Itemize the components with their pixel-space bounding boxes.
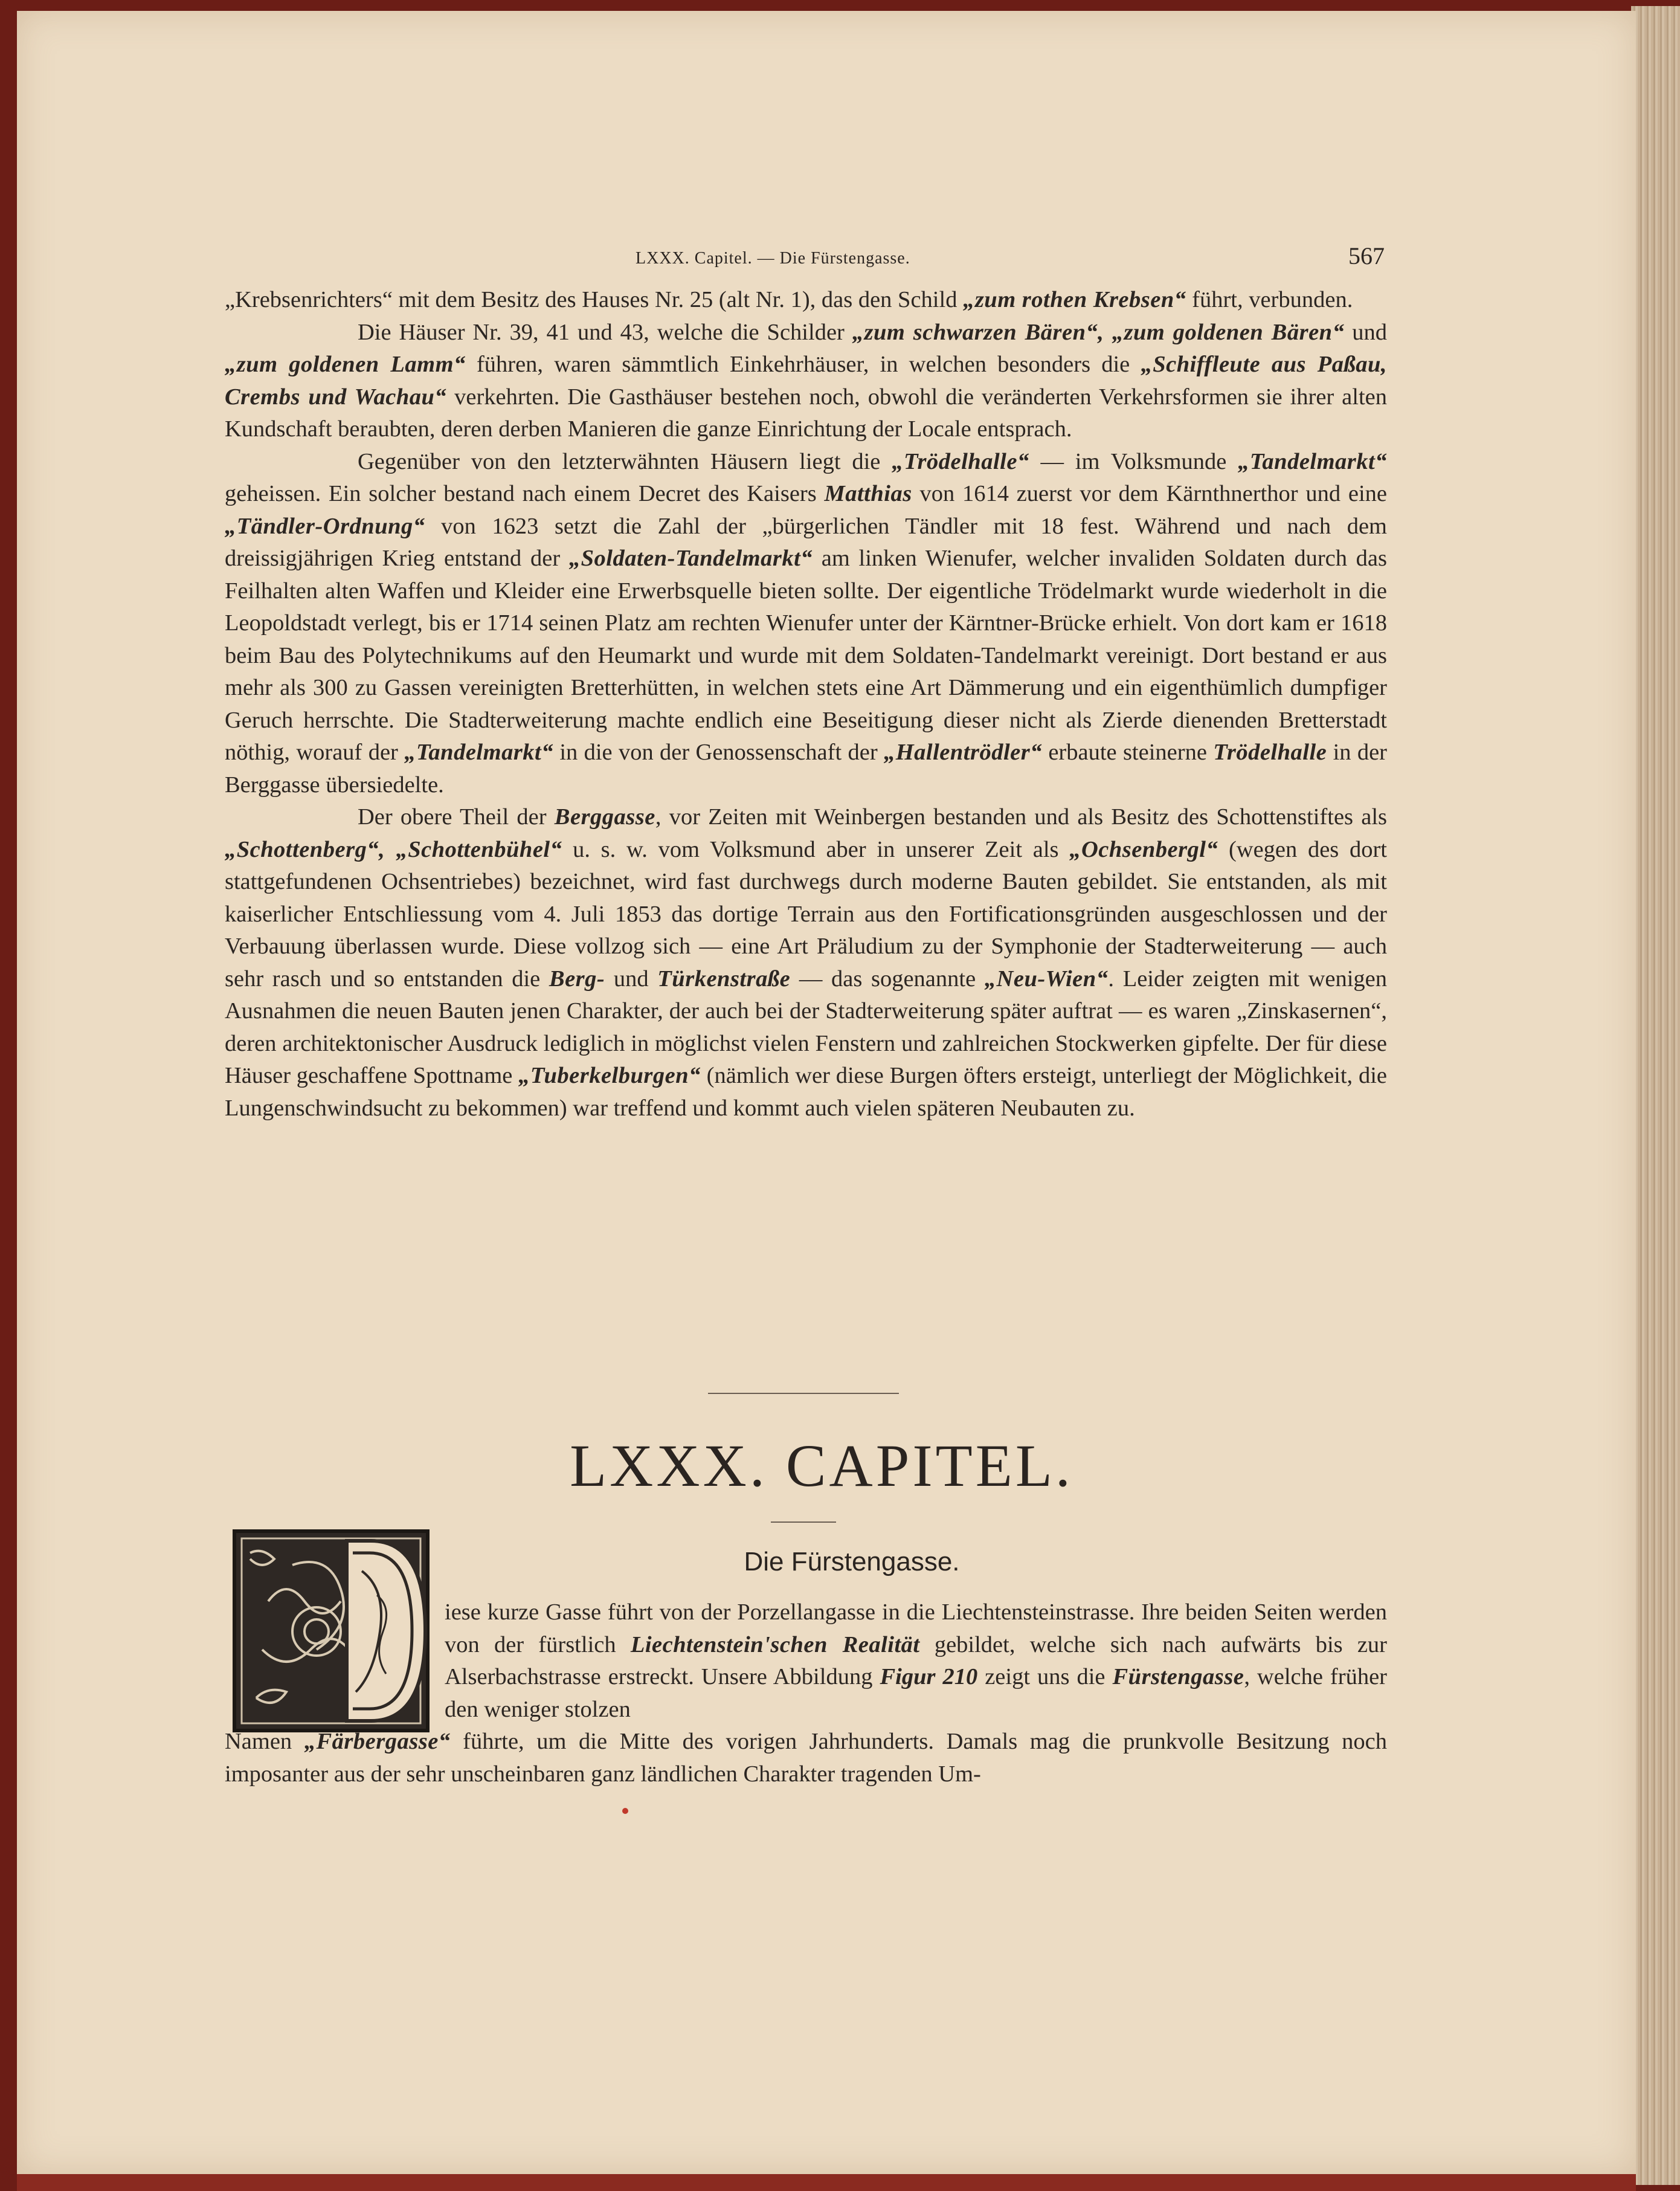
text-run: , welche früher den weniger stolzen (445, 1664, 1387, 1722)
blackletter-term: Berg- (549, 966, 605, 992)
page-edges (1631, 6, 1680, 2185)
text-run: — im Volksmunde (1029, 448, 1238, 474)
text-run: und (1344, 319, 1387, 345)
text-run: erbaute steinerne (1042, 740, 1214, 765)
text-run: führte, um die Mitte des vorigen Jahrhunderts. Damals mag die prunkvolle Besitzung noch imposanter aus der sehr unscheinbaren ganz ländlichen Charakter tragenden Um- (225, 1729, 1387, 1787)
blackletter-term: Trödelhalle (1213, 740, 1327, 765)
page-header (225, 242, 1385, 278)
section-divider (708, 1393, 899, 1394)
blackletter-term: Fürstengasse (1112, 1664, 1244, 1689)
chapter-continuation-text (225, 1726, 1387, 1790)
text-run: führt, verbunden. (1186, 287, 1353, 312)
blackletter-term: „Ochsenbergl“ (1069, 836, 1218, 862)
paragraph (225, 446, 1387, 802)
text-run: in der Berggasse übersiedelte. (225, 740, 1388, 798)
text-run: (wegen des dort stattgefundenen Ochsentriebes) bezeichnet, wird fast durchwegs durch moderne Bauten gebildet. Sie entstanden, als mit kaiserlicher Entschliessung vom 4. Juli 1853 das dortige Terrain aus den Fortificationsgründen ausgeschlossen und der Verbauung überlassen wurde. Diese vollzog sich — eine Art Präludium zu der Symphonie der Stadterweiterung — auch sehr rasch und so entstanden die (225, 836, 1388, 992)
ornament-initial-graphic (232, 1529, 430, 1733)
blackletter-term: Matthias (824, 481, 912, 506)
blackletter-term: „Hallentrödler“ (883, 740, 1043, 765)
blackletter-term: Berggasse (554, 804, 655, 830)
text-run: von 1614 zuerst vor dem Kärnthnerthor und eine (912, 481, 1387, 506)
text-run: von 1623 setzt die Zahl der „bürgerlichen Tändler mit 18 fest. Während und nach dem dreissigjährigen Krieg entstand der (225, 513, 1387, 571)
text-run: in die von der Genossenschaft der (553, 740, 884, 765)
text-run: iese kurze Gasse führt von der Porzellangasse in die Liechtensteinstrasse. Ihre beiden Seiten werden von der fürstlich (445, 1599, 1387, 1657)
text-run: zeigt uns die (977, 1664, 1113, 1689)
chapter-opening-text (445, 1596, 1387, 1726)
running-title: LXXX. Capitel. — Die Fürstengasse. (636, 249, 910, 268)
text-run: führen, waren sämmtlich Einkehrhäuser, in welchen besonders die (465, 352, 1141, 377)
decorated-initial-d (232, 1529, 430, 1733)
blackletter-term: „zum goldenen Lamm“ (225, 352, 466, 377)
figure-reference: Figur 210 (880, 1664, 978, 1689)
blackletter-term: „zum schwarzen Bären“, „zum goldenen Bären“ (852, 319, 1345, 345)
main-text (225, 284, 1387, 1125)
red-speck (622, 1808, 628, 1814)
chapter-title: LXXX. CAPITEL. (570, 1432, 1073, 1499)
blackletter-term: „Tuberkelburgen“ (518, 1063, 701, 1088)
text-run: verkehrten. Die Gasthäuser bestehen noch, obwohl die veränderten Verkehrsformen sie ihrer alten Kundschaft beraubten, deren derben Manieren die ganze Einrichtung der Locale entsprach. (225, 384, 1387, 442)
text-run: . Leider zeigten mit wenigen Ausnahmen die neuen Bauten jenen Charakter, der auch bei der Stadterweiterung später auftrat — es waren „Zinskasernen“, deren architektonischer Ausdruck lediglich in möglichst vielen Fenstern und zahlreichen Stockwerken gipfelte. Der für diese Häuser geschaffene Spottname (225, 966, 1388, 1088)
opening-paragraph (445, 1596, 1387, 1726)
text-run: geheissen. Ein solcher bestand nach einem Decret des Kaisers (225, 481, 825, 506)
blackletter-term: „zum rothen Krebsen“ (963, 287, 1186, 312)
paragraph (225, 284, 1387, 317)
blackletter-term: „Färbergasse“ (304, 1729, 451, 1754)
paragraph (225, 317, 1387, 446)
title-divider (771, 1521, 836, 1523)
text-run: Namen (225, 1729, 304, 1754)
text-run: , vor Zeiten mit Weinbergen bestanden und als Besitz des Schottenstiftes als (655, 804, 1387, 830)
text-run: (nämlich wer diese Burgen öfters ersteigt, unterliegt der Möglichkeit, die Lungenschwindsucht zu bekommen) war treffend und kommt auch vielen späteren Neubauten zu. (225, 1063, 1387, 1121)
text-run: — das sogenannte (790, 966, 985, 992)
text-run: und (605, 966, 658, 992)
text-run: Gegenüber von den letzterwähnten Häusern liegt die (358, 448, 892, 474)
text-run: Die Häuser Nr. 39, 41 und 43, welche die Schilder (358, 319, 852, 345)
blackletter-term: „Soldaten-Tandelmarkt“ (568, 546, 813, 571)
blackletter-term: „Tandelmarkt“ (404, 740, 554, 765)
blackletter-term: „Neu-Wien“ (984, 966, 1109, 992)
text-run: u. s. w. vom Volksmund aber in unserer Zeit als (562, 836, 1070, 862)
blackletter-term: „Trödelhalle“ (892, 448, 1029, 474)
blackletter-term: „Tändler-Ordnung“ (225, 513, 425, 539)
text-run: Der obere Theil der (358, 804, 555, 830)
page-number: 567 (1348, 242, 1385, 269)
continuation-paragraph (225, 1726, 1387, 1790)
blackletter-term: Liechtenstein'schen Realität (630, 1631, 920, 1657)
text-run: „Krebsenrichters“ mit dem Besitz des Hauses Nr. 25 (alt Nr. 1), das den Schild (225, 287, 964, 312)
blackletter-term: „Tandelmarkt“ (1238, 448, 1387, 474)
paragraph (225, 801, 1387, 1125)
blackletter-term: Türkenstraße (657, 966, 791, 992)
book-cover-edge (17, 2173, 1636, 2191)
blackletter-term: „Schottenberg“, „Schottenbühel“ (225, 836, 562, 862)
text-run: am linken Wienufer, welcher invaliden Soldaten durch das Feilhalten alten Waffen und Kleider eine Erwerbsquelle bieten sollte. Der eigentliche Trödelmarkt wurde wiederholt in die Leopoldstadt verlegt, bis er 1714 seinen Platz am rechten Wienufer unter der Kärntner-Brücke erhielt. Von dort kam er 1618 beim Bau des Polytechnikums auf den Heumarkt und wurde mit dem Soldaten-Tandelmarkt vereinigt. Dort bestand er aus mehr als 300 zu Gassen vereinigten Bretterhütten, in welchen stets eine Art Dämmerung und ein eigenthümlich dumpfiger Geruch herrschte. Die Stadterweiterung machte endlich eine Beseitigung dieser nicht als Zierde dienenden Bretterstadt nöthig, worauf der (225, 546, 1388, 765)
text-run: gebildet, welche sich nach aufwärts bis zur Alserbachstrasse erstreckt. Unsere Abbildung (445, 1631, 1387, 1689)
blackletter-term: „Schiffleute aus Paßau, Crembs und Wachau“ (225, 352, 1387, 410)
chapter-subtitle: Die Fürstengasse. (744, 1547, 960, 1576)
